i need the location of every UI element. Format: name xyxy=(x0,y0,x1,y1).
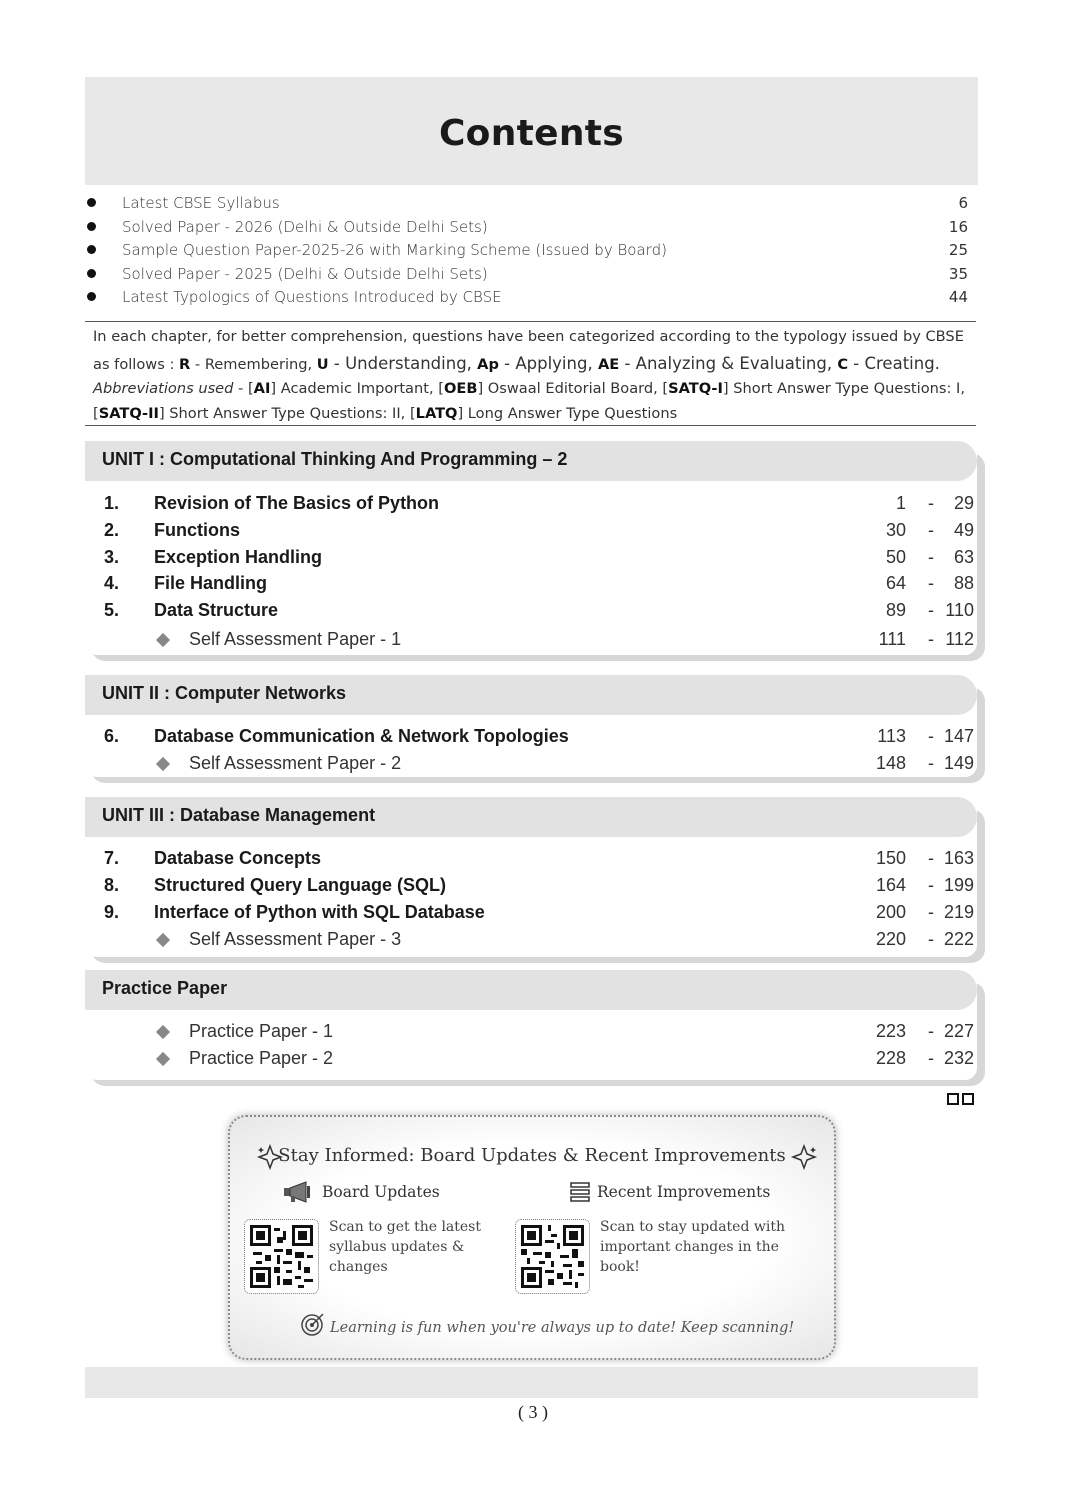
assessment-row xyxy=(85,929,985,956)
note-text: - Understanding, xyxy=(328,354,478,373)
chapter-row xyxy=(85,875,985,902)
note-line-3 xyxy=(93,378,973,403)
note-text: ] Long Answer Type Questions xyxy=(457,405,678,422)
sparkle-icon xyxy=(790,1143,818,1171)
note-line-1 xyxy=(93,326,973,351)
note-text: [ xyxy=(93,405,99,422)
unit-header xyxy=(85,797,977,837)
recent-improvements-description: Scan to stay updated with important changes in the book! xyxy=(600,1219,785,1275)
note-text: - Analyzing & Evaluating, xyxy=(619,354,838,373)
typology-code: AE xyxy=(597,356,620,373)
note-text: ] Academic Important, [ xyxy=(270,380,444,397)
recent-improvements-title: Recent Improvements xyxy=(597,1183,771,1201)
unit-3-section xyxy=(85,797,985,957)
target-icon xyxy=(300,1311,326,1337)
note-text: ] Short Answer Type Questions: I, xyxy=(722,380,965,397)
page-to: 112 xyxy=(945,629,974,649)
page-from: 223 xyxy=(875,1021,906,1041)
page-from: 150 xyxy=(875,848,906,868)
board-updates-qr-code[interactable] xyxy=(244,1219,319,1294)
abbr-code: SATQ-I xyxy=(668,380,723,397)
note-text: - Creating. xyxy=(848,354,940,373)
note-line-2 xyxy=(93,353,973,378)
square-icon xyxy=(947,1093,959,1105)
front-matter-page: 44 xyxy=(948,288,968,306)
front-matter-label: Solved Paper - 2026 (Delhi & Outside Delhi Sets) xyxy=(122,217,488,236)
front-matter-page: 16 xyxy=(948,217,968,236)
chapter-name: Database Concepts xyxy=(154,848,322,868)
front-matter-item xyxy=(85,241,970,265)
stay-informed-box xyxy=(228,1115,836,1360)
chapter-name: Revision of The Basics of Python xyxy=(154,493,440,513)
chapter-number: 5. xyxy=(104,600,120,620)
chapter-number: 2. xyxy=(104,520,120,540)
front-matter-page: 25 xyxy=(948,241,968,259)
practice-paper-section xyxy=(85,970,985,1080)
chapter-name: Self Assessment Paper - 1 xyxy=(189,629,402,649)
chapter-number: 8. xyxy=(104,875,120,895)
unit-title: UNIT II : Computer Networks xyxy=(102,683,347,703)
diamond-bullet-icon xyxy=(156,633,170,647)
range-dash: - xyxy=(928,600,934,620)
chapter-name: File Handling xyxy=(154,573,268,593)
page-to: 149 xyxy=(943,753,974,773)
chapter-number: 7. xyxy=(104,848,120,868)
chapter-name: Self Assessment Paper - 3 xyxy=(189,929,402,949)
abbr-code: LATQ xyxy=(415,405,458,422)
bullet-icon xyxy=(87,222,96,231)
page-from: 1 xyxy=(895,493,906,513)
chapter-row xyxy=(85,726,985,753)
bullet-icon xyxy=(87,245,96,254)
abbr-code: OEB xyxy=(443,380,478,397)
typology-code: Ap xyxy=(477,356,499,373)
range-dash: - xyxy=(928,1021,934,1041)
range-dash: - xyxy=(928,520,934,540)
list-icon xyxy=(568,1180,592,1204)
page-to: 222 xyxy=(943,929,974,949)
page-to: 163 xyxy=(943,848,974,868)
range-dash: - xyxy=(928,547,934,567)
note-text: - Remembering, xyxy=(190,356,317,373)
chapter-name: Database Communication & Network Topologies xyxy=(154,726,569,746)
typology-code: C xyxy=(837,356,849,373)
chapter-name: Exception Handling xyxy=(154,547,323,567)
contents-title-bar xyxy=(85,77,978,185)
page-to: 147 xyxy=(943,726,974,746)
info-box-heading: Stay Informed: Board Updates & Recent Improvements xyxy=(278,1145,786,1166)
practice-row xyxy=(85,1021,985,1048)
chapter-number: 4. xyxy=(104,573,120,593)
chapter-number: 9. xyxy=(104,902,120,922)
chapter-name: Practice Paper - 2 xyxy=(189,1048,334,1068)
front-matter-label: Sample Question Paper-2025-26 with Marking Scheme (Issued by Board) xyxy=(122,241,667,259)
abbr-code: SATQ-II xyxy=(98,405,159,422)
chapter-number: 6. xyxy=(104,726,120,746)
page-to: 227 xyxy=(943,1021,974,1041)
page-number: ( 3 ) xyxy=(518,1402,548,1422)
chapter-row xyxy=(85,573,985,600)
range-dash: - xyxy=(928,848,934,868)
abbr-label: Abbreviations used xyxy=(93,380,234,397)
unit-title: UNIT III : Database Management xyxy=(102,805,376,825)
front-matter-item xyxy=(85,265,970,289)
range-dash: - xyxy=(928,493,934,513)
range-dash: - xyxy=(928,726,934,746)
page-to: 219 xyxy=(943,902,974,922)
range-dash: - xyxy=(928,875,934,895)
unit-title: Practice Paper xyxy=(102,978,228,998)
page-to: 29 xyxy=(953,493,974,513)
chapter-row xyxy=(85,493,985,520)
divider-top xyxy=(85,321,976,322)
page-from: 50 xyxy=(885,547,906,567)
chapter-name: Interface of Python with SQL Database xyxy=(154,902,485,922)
page-from: 228 xyxy=(875,1048,906,1068)
unit-header xyxy=(85,675,977,715)
typology-code: R xyxy=(179,356,191,373)
page-from: 200 xyxy=(875,902,906,922)
page-to: 110 xyxy=(945,600,974,620)
note-text: ] Short Answer Type Questions: II, [ xyxy=(158,405,416,422)
qr-code-icon xyxy=(521,1225,584,1288)
range-dash: - xyxy=(928,902,934,922)
abbr-code: AI xyxy=(253,380,271,397)
page-to: 88 xyxy=(953,573,974,593)
note-text: ] Oswaal Editorial Board, [ xyxy=(477,380,669,397)
chapter-row xyxy=(85,547,985,574)
page-to: 232 xyxy=(943,1048,974,1068)
practice-row xyxy=(85,1048,985,1075)
page-to: 49 xyxy=(953,520,974,540)
chapter-number: 3. xyxy=(104,547,120,567)
page-from: 164 xyxy=(875,875,906,895)
diamond-bullet-icon xyxy=(156,757,170,771)
unit-2-section xyxy=(85,675,985,777)
front-matter-page: 6 xyxy=(958,194,968,212)
front-matter-item xyxy=(85,288,970,312)
chapter-row xyxy=(85,600,985,627)
board-updates-title: Board Updates xyxy=(322,1183,440,1201)
note-text: - [ xyxy=(233,380,254,397)
bullet-icon xyxy=(87,292,96,301)
chapter-row xyxy=(85,902,985,929)
range-dash: - xyxy=(928,573,934,593)
page-from: 111 xyxy=(878,629,906,649)
footer-bar xyxy=(85,1367,978,1398)
qr-code-icon xyxy=(250,1225,313,1288)
diamond-bullet-icon xyxy=(156,1025,170,1039)
page-from: 220 xyxy=(875,929,906,949)
page-from: 89 xyxy=(885,600,906,620)
end-of-section-marks xyxy=(947,1093,974,1105)
chapter-name: Data Structure xyxy=(154,600,279,620)
info-box-footer: Learning is fun when you're always up to date! Keep scanning! xyxy=(330,1320,795,1336)
chapter-row xyxy=(85,520,985,547)
page-to: 199 xyxy=(943,875,974,895)
note-text: - Applying, xyxy=(498,354,598,373)
front-matter-label: Latest Typologics of Questions Introduced by CBSE xyxy=(122,288,502,306)
assessment-row xyxy=(85,753,985,780)
chapter-name: Structured Query Language (SQL) xyxy=(154,875,447,895)
diamond-bullet-icon xyxy=(156,933,170,947)
front-matter-page: 35 xyxy=(948,264,968,283)
front-matter-list xyxy=(85,194,970,312)
range-dash: - xyxy=(928,753,934,773)
chapter-name: Self Assessment Paper - 2 xyxy=(189,753,402,773)
range-dash: - xyxy=(928,929,934,949)
note-text: In each chapter, for better comprehension, questions have been categorized according to the typology issued by CBSE xyxy=(93,328,964,345)
page-from: 30 xyxy=(885,520,906,540)
page-from: 64 xyxy=(885,573,906,593)
chapter-row xyxy=(85,848,985,875)
chapter-name: Functions xyxy=(154,520,240,540)
front-matter-item xyxy=(85,194,970,218)
typology-code: U xyxy=(316,356,329,373)
assessment-row xyxy=(85,629,985,656)
unit-1-section xyxy=(85,441,985,655)
diamond-bullet-icon xyxy=(156,1052,170,1066)
chapter-name: Practice Paper - 1 xyxy=(189,1021,334,1041)
page-from: 148 xyxy=(875,753,906,773)
board-updates-description: Scan to get the latest syllabus updates & changes xyxy=(329,1219,481,1275)
divider-bottom xyxy=(85,425,976,426)
page-title: Contents xyxy=(438,112,625,154)
unit-header xyxy=(85,441,977,481)
front-matter-label: Latest CBSE Syllabus xyxy=(122,194,280,212)
bullet-icon xyxy=(87,269,96,278)
front-matter-label: Solved Paper - 2025 (Delhi & Outside Delhi Sets) xyxy=(122,264,488,283)
front-matter-item xyxy=(85,218,970,242)
note-text: as follows : xyxy=(93,356,180,373)
range-dash: - xyxy=(928,629,934,649)
page-to: 63 xyxy=(953,547,974,567)
unit-header xyxy=(85,970,977,1010)
chapter-number: 1. xyxy=(104,493,120,513)
range-dash: - xyxy=(928,1048,934,1068)
megaphone-icon xyxy=(282,1180,314,1204)
bullet-icon xyxy=(87,198,96,207)
typology-note xyxy=(93,326,973,428)
recent-improvements-qr-code[interactable] xyxy=(515,1219,590,1294)
page-from: 113 xyxy=(877,726,906,746)
unit-title: UNIT I : Computational Thinking And Programming – 2 xyxy=(102,449,568,469)
square-icon xyxy=(962,1093,974,1105)
